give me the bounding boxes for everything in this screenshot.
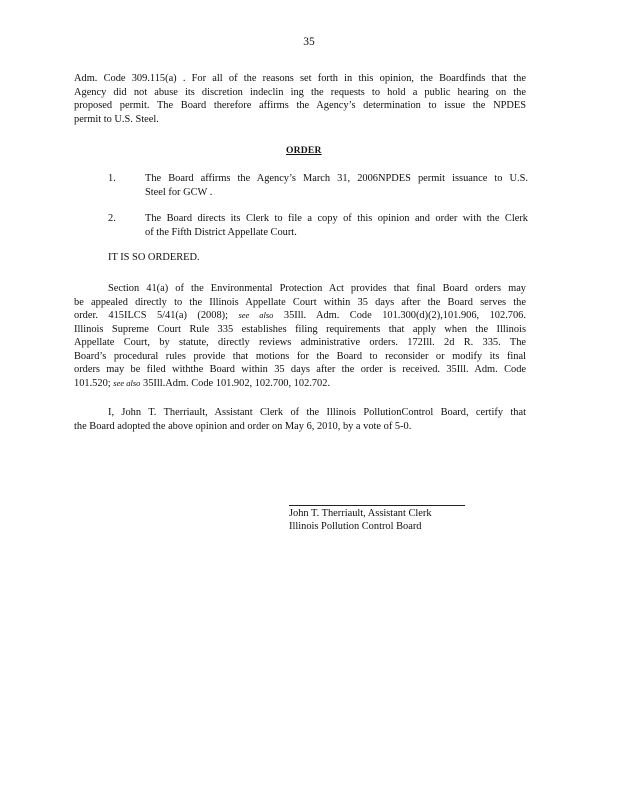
appeal-line-text: orders may be filed withthe Board within 35 days after the order is received. 35Ill. Adm. Code — [74, 364, 526, 375]
intro-line: proposed permit. The Board therefore affirms the Agency’s determination to issue the NPDES — [74, 100, 526, 111]
appeal-line — [74, 350, 526, 364]
appeal-line-text: 35Ill. Adm. Code 101.300(d)(2),101.906, 102.706. — [273, 310, 526, 321]
appeal-line — [74, 336, 526, 350]
order-item-line: of the Fifth District Appellate Court. — [145, 226, 297, 238]
appeal-line — [74, 296, 526, 310]
order-item-text — [145, 212, 528, 239]
intro-line: Adm. Code 309.115(a) . For all of the reasons set forth in this opinion, the Boardfinds that the — [74, 73, 526, 84]
appeal-line — [74, 363, 526, 377]
certify-line: the Board adopted the above opinion and order on May 6, 2010, by a vote of 5-0. — [74, 420, 412, 432]
order-heading: ORDER — [286, 145, 322, 156]
appeal-line-text: order. 415ILCS 5/41(a) (2008); — [74, 310, 239, 321]
appeal-line-text: be appealed directly to the Illinois Appellate Court within 35 days after the Board serves the — [74, 296, 526, 308]
appeal-line-text: 35Ill.Adm. Code 101.902, 102.700, 102.702. — [140, 377, 331, 389]
order-item-line: The Board affirms the Agency’s March 31, 2006NPDES permit issuance to U.S. — [145, 173, 528, 184]
appeal-rights-paragraph — [74, 282, 526, 390]
signer-name: John T. Therriault, Assistant Clerk — [289, 508, 432, 519]
order-item-line: Steel for GCW . — [145, 186, 213, 198]
citation-signal: see also — [238, 310, 274, 320]
intro-line: Agency did not abuse its discretion indeclin ing the requests to hold a public hearing on the — [74, 86, 526, 98]
order-item-line: The Board directs its Clerk to file a copy of this opinion and order with the Clerk — [145, 213, 528, 224]
signer-organization: Illinois Pollution Control Board — [289, 521, 422, 532]
appeal-line — [74, 323, 526, 337]
intro-paragraph — [74, 72, 526, 126]
citation-signal: see also — [113, 377, 141, 388]
appeal-line — [74, 282, 526, 296]
appeal-line-text: Section 41(a) of the Environmental Protection Act provides that final Board orders may — [108, 283, 526, 294]
order-item-number: 1. — [108, 173, 116, 184]
so-ordered-statement: IT IS SO ORDERED. — [108, 252, 200, 263]
order-item-number: 2. — [108, 213, 116, 224]
order-item-text — [145, 172, 528, 199]
appeal-line — [74, 309, 526, 323]
signature-line — [289, 505, 465, 506]
intro-line: permit to U.S. Steel. — [74, 113, 159, 125]
appeal-line — [74, 377, 526, 391]
appeal-line-text: Appellate Court, by statute, directly reviews administrative orders. 172Ill. 2d R. 335. The — [74, 337, 526, 348]
appeal-line-text: Illinois Supreme Court Rule 335 establishes filing requirements that apply when the Illinois — [74, 323, 526, 335]
certify-line: I, John T. Therriault, Assistant Clerk of the Illinois PollutionControl Board, certify that — [108, 407, 526, 418]
page-number: 35 — [303, 36, 315, 48]
certification-paragraph — [74, 406, 526, 433]
appeal-line-text: 101.520; — [74, 377, 114, 389]
appeal-line-text: Board’s procedural rules provide that motions for the Board to reconsider or modify its final — [74, 350, 526, 362]
